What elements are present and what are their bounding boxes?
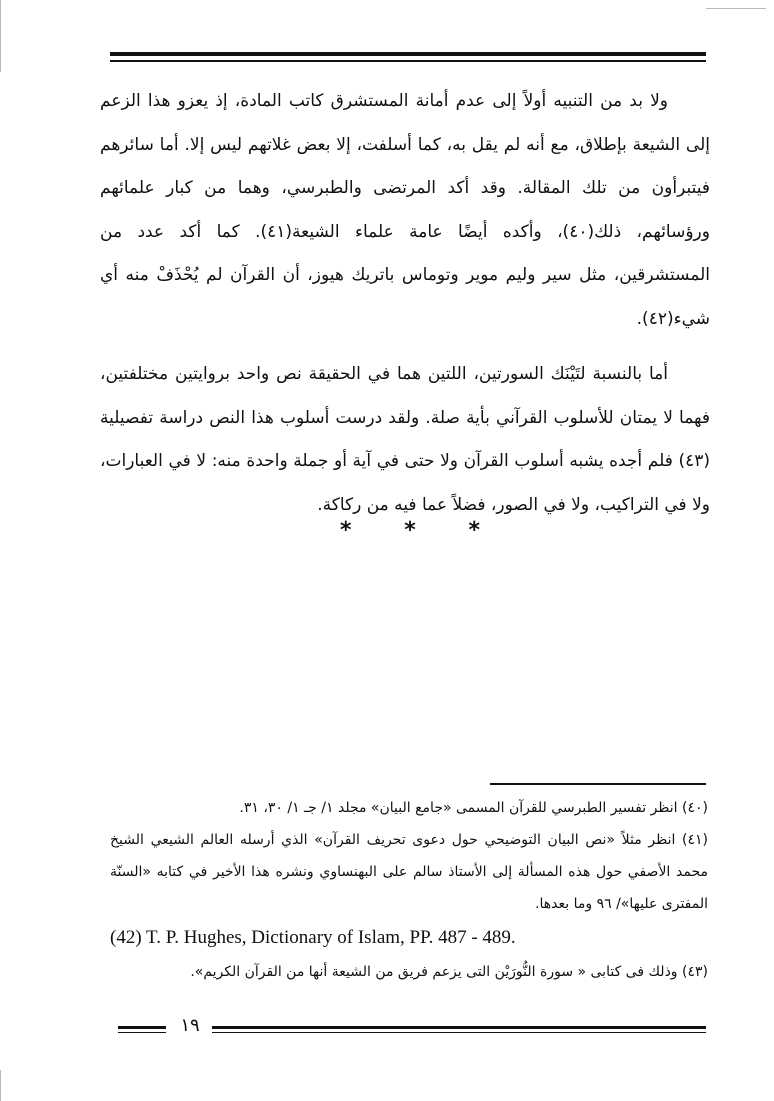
paragraph: ولا بد من التنبيه أولاً إلى عدم أمانة المستشرق كاتب المادة، إذ يعزو هذا الزعم إلى الشيعة بإطلاق، مع أنه لم يقل به، كما أسلفت، إلا بعض غلاتهم ليس إلا. أما سائرهم فيتبرأون من تلك المقالة. وقد أكد المرتضى والطبرسي، وهما من كبار علمائهم ورؤسائهم، ذلك(٤٠)، وأكده أيضًا عامة علماء الشيعة(٤١). كما أكد عدد من المستشرقين، مثل سير وليم موير وتوماس باتريك هيوز، أن القرآن لم يُحْذَفْ منه أي شيء(٤٢). bbox=[100, 91, 710, 329]
footnote-divider bbox=[490, 783, 706, 785]
footnote-41: (٤١) انظر مثلاً «نص البيان التوضيحي حول دعوى تحريف القرآن» الذي أرسله العالم الشيعي الشيخ محمد الأصفي حول هذه المسألة إلى الأستاذ سالم على البهنساوي ونشره هذا الأخير في كتابه «السنّة المفترى عليها»/ ٩٦ وما بعدها. bbox=[110, 832, 708, 912]
scan-edge-mark bbox=[0, 0, 1, 72]
body-text bbox=[100, 80, 710, 527]
separator-star: * bbox=[404, 518, 416, 543]
footnote-43: (٤٣) وذلك فى كتابى « سورة النُّورَيْن التى يزعم فريق من الشيعة أنها من القرآن الكريم». bbox=[190, 964, 708, 980]
footer-rule-left bbox=[118, 1026, 166, 1033]
section-separator bbox=[340, 518, 480, 543]
footnotes bbox=[110, 792, 708, 988]
footnote-40: (٤٠) انظر تفسير الطبرسي للقرآن المسمى «جامع البيان» مجلد ١/ جـ ١/ ٣٠، ٣١. bbox=[239, 800, 708, 816]
scan-edge-mark bbox=[706, 8, 766, 9]
footer-rule-right bbox=[212, 1026, 706, 1033]
paragraph: أما بالنسبة لتَيْنَك السورتين، اللتين هما في الحقيقة نص واحد بروايتين مختلفتين، فهما لا يمتان للأسلوب القرآني بأية صلة. ولقد درست أسلوب هذا النص دراسة تفصيلية (٤٣) فلم أجده يشبه أسلوب القرآن ولا حتى في آية أو جملة واحدة منه: لا في العبارات، ولا في التراكيب، ولا في الصور، فضلاً عما فيه من ركاكة. bbox=[100, 364, 710, 515]
header-rule-thick bbox=[110, 52, 706, 56]
page-number: ١٩ bbox=[180, 1015, 200, 1036]
scan-edge-mark bbox=[0, 1070, 1, 1101]
separator-star: * bbox=[340, 518, 352, 543]
footnote-42: (42) T. P. Hughes, Dictionary of Islam, PP. 487 - 489. bbox=[110, 927, 516, 948]
paragraph-gap bbox=[100, 341, 710, 353]
separator-star: * bbox=[468, 518, 480, 543]
header-rule-thin bbox=[110, 60, 706, 62]
